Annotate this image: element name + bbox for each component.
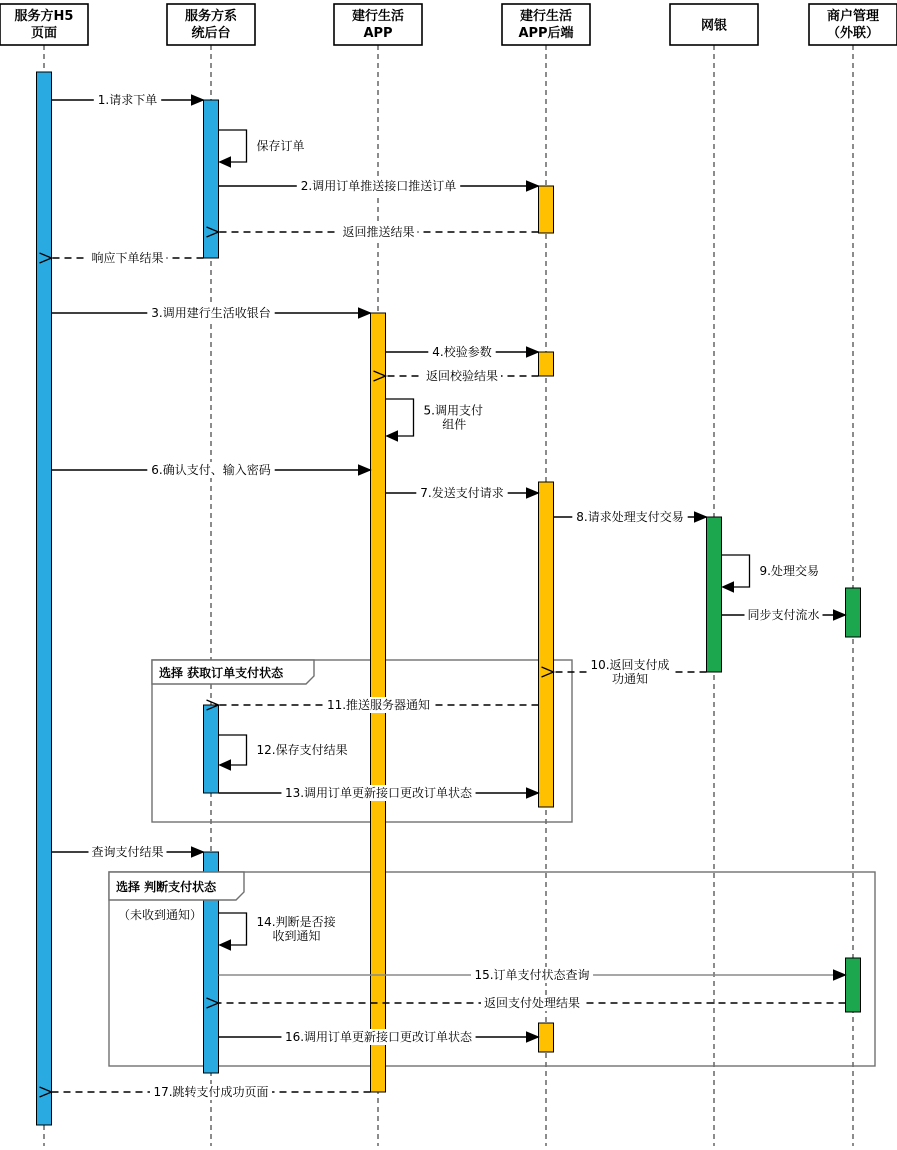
- arrowhead-filled: [192, 847, 204, 857]
- self-message-label: 9.处理交易: [759, 564, 819, 578]
- message-1: [52, 92, 204, 108]
- self-message-label: 保存订单: [256, 139, 305, 153]
- actor-name: 页面: [30, 26, 58, 41]
- message-label: 8.请求处理支付交易: [576, 510, 684, 524]
- message-6: [386, 344, 539, 360]
- message-label: 15.订单支付状态查询: [474, 968, 590, 982]
- self-message-label: 12.保存支付结果: [256, 743, 348, 757]
- fragment-opt-judge-pay-status: [109, 872, 244, 922]
- message-label: 1.请求下单: [97, 93, 158, 107]
- message-19: [40, 1084, 371, 1100]
- arrowhead-filled: [220, 157, 231, 167]
- actor-name: APP: [363, 26, 393, 41]
- message-7: [374, 368, 539, 384]
- message-16: [219, 967, 846, 983]
- self-message-2: [386, 399, 483, 441]
- self-message-1: [219, 130, 305, 167]
- arrowhead-filled: [527, 488, 539, 498]
- self-message-label: 收到通知: [272, 929, 321, 943]
- arrowhead-filled: [723, 582, 734, 592]
- activation-bar-8: [846, 588, 861, 637]
- activation-bar-12: [539, 1023, 554, 1052]
- message-label: 功通知: [611, 672, 649, 686]
- actor-name: 网银: [700, 18, 728, 34]
- actor-service-backend: [167, 4, 255, 45]
- fragment-label: 选择 判断支付状态: [116, 880, 217, 894]
- message-8: [52, 462, 371, 478]
- message-label: 同步支付流水: [747, 608, 820, 622]
- self-message-label: 5.调用支付: [423, 403, 483, 418]
- message-label: 2.调用订单推送接口推送订单: [300, 179, 457, 193]
- activation-bar-1: [37, 72, 52, 1125]
- message-label: 6.确认支付、输入密码: [151, 463, 271, 477]
- arrowhead-filled: [220, 940, 231, 950]
- arrowhead-filled: [527, 181, 539, 191]
- fragment-opt-get-order-pay-status: [152, 660, 314, 684]
- message-label: 3.调用建行生活收银台: [151, 306, 271, 320]
- actor-name: （外联）: [826, 26, 880, 41]
- activation-bar-3: [539, 186, 554, 233]
- arrowhead-filled: [527, 788, 539, 798]
- activation-bar-7: [707, 517, 722, 672]
- activation-bar-5: [539, 352, 554, 376]
- actor-ccb-life-app-backend: [502, 4, 590, 45]
- actor-name: 建行生活: [519, 9, 573, 24]
- message-label: 16.调用订单更新接口更改订单状态: [284, 1030, 473, 1044]
- actor-service-h5-page: [0, 4, 88, 45]
- activation-bar-2: [204, 100, 219, 258]
- message-15: [52, 844, 204, 860]
- message-14: [219, 785, 539, 801]
- message-label: 7.发送支付请求: [420, 486, 504, 500]
- message-3: [207, 224, 539, 240]
- actor-online-bank: [670, 4, 758, 45]
- message-2: [219, 178, 539, 194]
- actor-name: 服务方H5: [14, 9, 74, 24]
- activation-bar-6: [539, 482, 554, 807]
- arrowhead-filled: [192, 95, 204, 105]
- activation-bar-11: [846, 958, 861, 1012]
- message-label: 返回推送结果: [342, 225, 415, 239]
- arrowhead-filled: [695, 512, 707, 522]
- activation-bar-9: [204, 705, 219, 793]
- self-message-line: [219, 130, 247, 162]
- message-label: 17.跳转支付成功页面: [153, 1085, 269, 1099]
- message-label: 响应下单结果: [91, 251, 164, 265]
- fragment-guard: （未收到通知）: [118, 908, 203, 922]
- self-message-line: [219, 913, 247, 945]
- arrowhead-filled: [834, 610, 846, 620]
- arrowhead-filled: [359, 465, 371, 475]
- arrowhead-filled: [527, 347, 539, 357]
- actor-name: 统后台: [191, 26, 231, 41]
- message-label: 13.调用订单更新接口更改订单状态: [284, 786, 473, 800]
- message-10: [554, 509, 707, 525]
- actor-name: 建行生活: [351, 9, 405, 24]
- message-5: [52, 305, 371, 321]
- self-message-4: [219, 735, 348, 770]
- message-13: [207, 697, 539, 713]
- arrowhead-filled: [359, 308, 371, 318]
- self-message-label: 14.判断是否接: [256, 915, 336, 929]
- arrowhead-filled: [387, 431, 398, 441]
- actor-name: 服务方系: [184, 9, 238, 24]
- fragment-label: 选择 获取订单支付状态: [159, 666, 284, 680]
- message-4: [40, 250, 204, 266]
- actor-merchant-mgmt: [809, 4, 897, 45]
- message-12: [542, 657, 707, 686]
- self-message-3: [722, 555, 819, 592]
- self-message-line: [219, 735, 247, 765]
- arrowhead-filled: [527, 1032, 539, 1042]
- message-label: 查询支付结果: [91, 845, 164, 859]
- self-message-line: [386, 399, 414, 436]
- message-label: 10.返回支付成: [590, 658, 670, 672]
- message-label: 返回支付处理结果: [483, 996, 581, 1010]
- message-18: [219, 1029, 539, 1045]
- message-11: [722, 607, 846, 623]
- message-label: 11.推送服务器通知: [326, 698, 431, 712]
- message-label: 4.校验参数: [432, 345, 492, 359]
- self-message-label: 组件: [442, 417, 467, 432]
- arrowhead-filled: [220, 760, 231, 770]
- actor-name: APP后端: [518, 26, 574, 41]
- message-17: [207, 995, 846, 1011]
- self-message-line: [722, 555, 750, 587]
- message-label: 返回校验结果: [425, 369, 499, 383]
- arrowhead-filled: [834, 970, 846, 980]
- message-9: [386, 485, 539, 501]
- actor-ccb-life-app: [334, 4, 422, 45]
- self-message-5: [219, 913, 336, 950]
- actor-name: 商户管理: [826, 9, 880, 24]
